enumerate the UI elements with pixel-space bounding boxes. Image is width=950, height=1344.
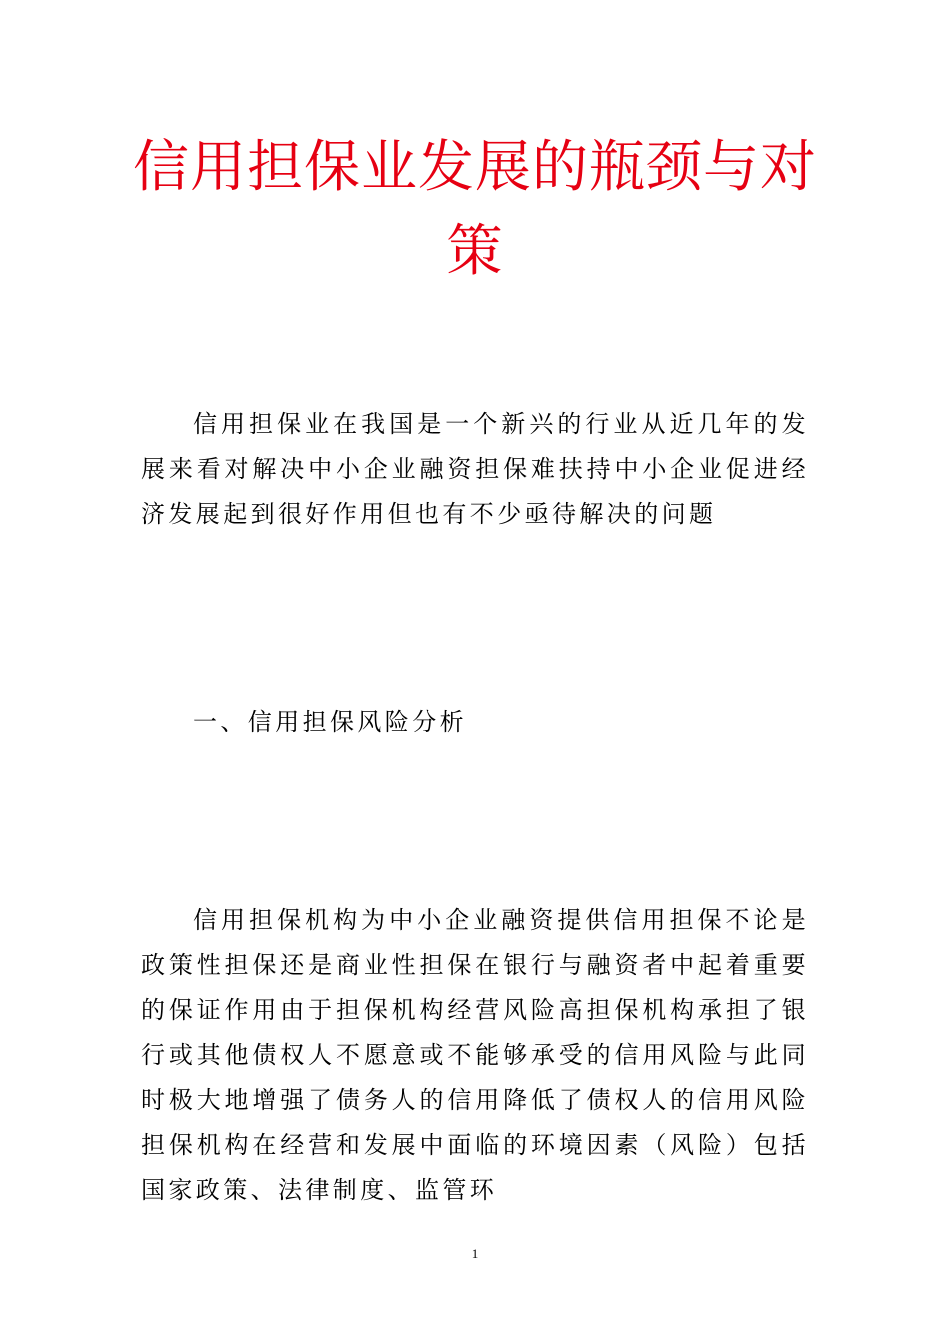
body-paragraph: 信用担保机构为中小企业融资提供信用担保不论是政策性担保还是商业性担保在银行与融资者中起着重要的保证作用由于担保机构经营风险高担保机构承担了银行或其他债权人不愿意或不能够承受的信用风险与此同时极大地增强了债务人的信用降低了债权人的信用风险担保机构在经营和发展中面临的环境因素（风险）包括国家政策、法律制度、监管环 xyxy=(141,906,809,1204)
document-title: 信用担保业发展的瓶颈与对策 xyxy=(133,135,817,284)
section-heading: 一、信用担保风险分析 xyxy=(193,708,467,736)
page-number: 1 xyxy=(471,1246,479,1261)
intro-paragraph: 信用担保业在我国是一个新兴的行业从近几年的发展来看对解决中小企业融资担保难扶持中小企业促进经济发展起到很好作用但也有不少亟待解决的问题 xyxy=(141,410,809,528)
